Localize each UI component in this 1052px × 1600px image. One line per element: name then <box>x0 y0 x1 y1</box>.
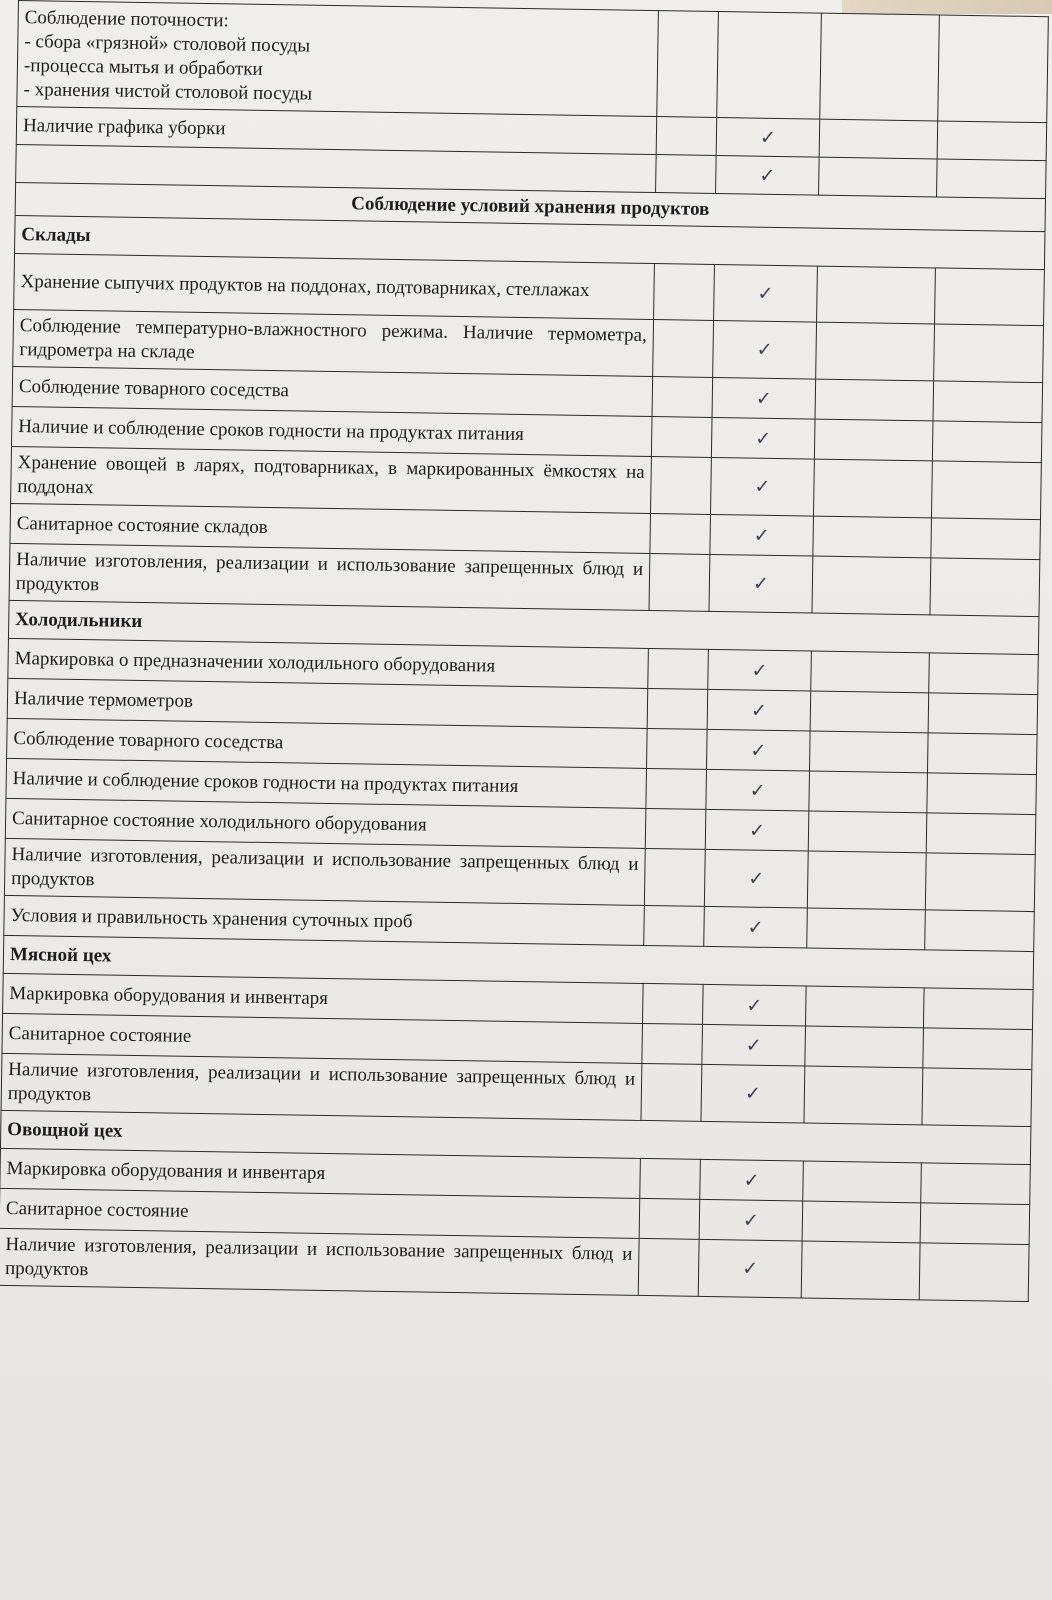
empty-cell <box>656 117 717 156</box>
check-mark: ✓ <box>702 984 806 1026</box>
table-row <box>17 1 1049 123</box>
empty-cell <box>803 1161 922 1203</box>
empty-cell <box>926 813 1036 855</box>
empty-cell <box>643 983 704 1024</box>
row-label: Наличие изготовления, реализации и использование запрещенных блюд и продуктов <box>4 838 645 905</box>
empty-cell <box>923 988 1033 1030</box>
empty-cell <box>927 773 1037 815</box>
check-mark: ✓ <box>708 649 812 691</box>
empty-cell <box>925 853 1035 912</box>
section-title-refrigerators: Холодильники <box>8 600 1038 654</box>
empty-cell <box>933 381 1043 423</box>
empty-cell <box>645 808 706 849</box>
check-mark: ✓ <box>716 155 820 195</box>
empty-cell <box>920 1203 1030 1245</box>
empty-cell <box>815 379 934 421</box>
empty-cell <box>935 268 1045 326</box>
check-mark: ✓ <box>712 377 816 419</box>
empty-cell <box>801 1241 920 1300</box>
empty-cell <box>652 377 713 418</box>
flow-compliance-line: - хранения чистой столовой посуды <box>23 78 313 105</box>
flow-compliance-line: Соблюдение поточности: <box>24 6 229 31</box>
empty-cell <box>646 768 707 809</box>
check-mark: ✓ <box>711 457 815 516</box>
empty-cell <box>812 556 931 615</box>
empty-cell <box>805 986 924 1028</box>
sections-body <box>0 215 1045 1301</box>
row-label: Соблюдение товарного соседства <box>12 366 653 416</box>
row-label: Маркировка оборудования и инвентаря <box>0 1148 640 1198</box>
empty-cell <box>922 1068 1032 1127</box>
empty-cell <box>653 320 714 378</box>
empty-cell <box>813 516 932 558</box>
row-label: Наличие и соблюдение сроков годности на продуктах питания <box>6 758 647 808</box>
empty-cell <box>934 324 1044 383</box>
empty-cell <box>928 693 1038 735</box>
empty-cell <box>805 1026 924 1068</box>
check-mark: ✓ <box>700 1159 804 1201</box>
check-mark: ✓ <box>702 1024 806 1066</box>
check-mark: ✓ <box>706 769 810 811</box>
empty-cell <box>925 910 1035 952</box>
check-mark: ✓ <box>714 264 818 322</box>
row-label: Наличие графика уборки <box>16 106 657 154</box>
empty-cell <box>641 1063 702 1121</box>
empty-cell <box>647 688 708 729</box>
empty-cell <box>938 15 1049 123</box>
check-mark: ✓ <box>713 320 817 379</box>
empty-cell <box>937 121 1047 161</box>
empty-cell <box>644 905 705 946</box>
empty-cell <box>807 851 926 910</box>
storage-block-title: Соблюдение условий хранения продуктов <box>15 182 1045 231</box>
empty-cell <box>651 457 712 515</box>
row-label: Соблюдение товарного соседства <box>7 718 648 768</box>
empty-cell <box>657 11 719 118</box>
empty-cell <box>644 848 705 906</box>
check-mark: ✓ <box>699 1199 803 1241</box>
empty-cell <box>923 1028 1033 1070</box>
row-label: Хранение овощей в ларях, подтоварниках, в маркированных ёмкостях на поддонах <box>11 446 652 513</box>
section-title-meat-shop: Мясной цех <box>3 935 1033 989</box>
row-label: Санитарное состояние <box>2 1013 643 1063</box>
empty-cell <box>649 553 710 611</box>
check-mark: ✓ <box>705 809 809 851</box>
row-label: Маркировка оборудования и инвентаря <box>3 973 644 1023</box>
empty-cell <box>811 651 930 693</box>
empty-cell <box>642 1023 703 1064</box>
empty-cell <box>804 1066 923 1125</box>
empty-cell <box>819 157 938 197</box>
check-mark: ✓ <box>711 417 815 459</box>
empty-cell <box>802 1201 921 1243</box>
empty-cell <box>639 1198 700 1239</box>
row-label: Условия и правильность хранения суточных проб <box>4 895 645 945</box>
empty-cell <box>929 653 1039 695</box>
check-mark: ✓ <box>701 1064 805 1123</box>
empty-cell <box>932 421 1042 463</box>
empty-cell <box>931 461 1041 520</box>
empty-cell <box>817 266 936 324</box>
check-mark: ✓ <box>706 729 810 771</box>
empty-cell <box>921 1163 1031 1205</box>
empty-cell <box>927 733 1037 775</box>
check-mark: ✓ <box>716 117 820 157</box>
empty-cell <box>820 13 940 121</box>
background-corner <box>842 0 1052 14</box>
section-title-warehouses: Склады <box>15 215 1045 269</box>
check-mark: ✓ <box>707 689 811 731</box>
section-title-vegetable-shop: Овощной цех <box>0 1110 1030 1164</box>
empty-cell <box>638 1238 699 1296</box>
empty-cell <box>816 322 935 381</box>
empty-cell <box>650 513 711 554</box>
flow-compliance-line: - сбора «грязной» столовой посуды <box>24 30 311 57</box>
empty-cell <box>647 728 708 769</box>
empty-cell <box>651 417 712 458</box>
empty-cell <box>931 518 1041 560</box>
row-label: Наличие и соблюдение сроков годности на продуктах питания <box>11 406 652 456</box>
empty-cell <box>640 1158 701 1199</box>
row-label: Наличие изготовления, реализации и использование запрещенных блюд и продуктов <box>1 1053 642 1120</box>
check-mark: ✓ <box>709 554 813 613</box>
empty-cell <box>809 771 928 813</box>
empty-cell <box>819 119 938 159</box>
check-mark: ✓ <box>704 849 808 908</box>
row-label: Наличие термометров <box>7 678 648 728</box>
row-label: Соблюдение температурно-влажностного режима. Наличие термометра, гидрометра на складе <box>13 309 654 376</box>
empty-cell <box>654 264 715 321</box>
empty-cell <box>808 811 927 853</box>
row-label: Санитарное состояние складов <box>10 503 651 553</box>
empty-cell <box>813 459 932 518</box>
check-mark: ✓ <box>710 514 814 556</box>
empty-cell <box>656 155 717 194</box>
empty-cell <box>930 558 1040 617</box>
row-label: Санитарное состояние <box>0 1188 640 1238</box>
empty-cell <box>648 648 709 689</box>
empty-cell <box>814 419 933 461</box>
row-label: Наличие изготовления, реализации и использование запрещенных блюд и продуктов <box>0 1228 639 1295</box>
row-label: Маркировка о предназначении холодильного оборудования <box>8 638 649 688</box>
check-mark: ✓ <box>704 906 808 948</box>
check-mark: ✓ <box>698 1239 802 1298</box>
empty-cell <box>717 12 822 120</box>
row-label: Санитарное состояние холодильного оборудования <box>5 798 646 848</box>
row-label: Хранение сыпучих продуктов на поддонах, подтоварниках, стеллажах <box>14 253 655 319</box>
empty-cell <box>807 908 926 950</box>
empty-cell <box>937 159 1047 199</box>
flow-compliance-cell <box>17 1 659 117</box>
flow-compliance-line: -процесса мытья и обработки <box>23 54 263 80</box>
empty-cell <box>810 691 929 733</box>
empty-cell <box>919 1243 1029 1302</box>
row-label: Наличие изготовления, реализации и использование запрещенных блюд и продуктов <box>9 543 650 610</box>
empty-cell <box>809 731 928 773</box>
